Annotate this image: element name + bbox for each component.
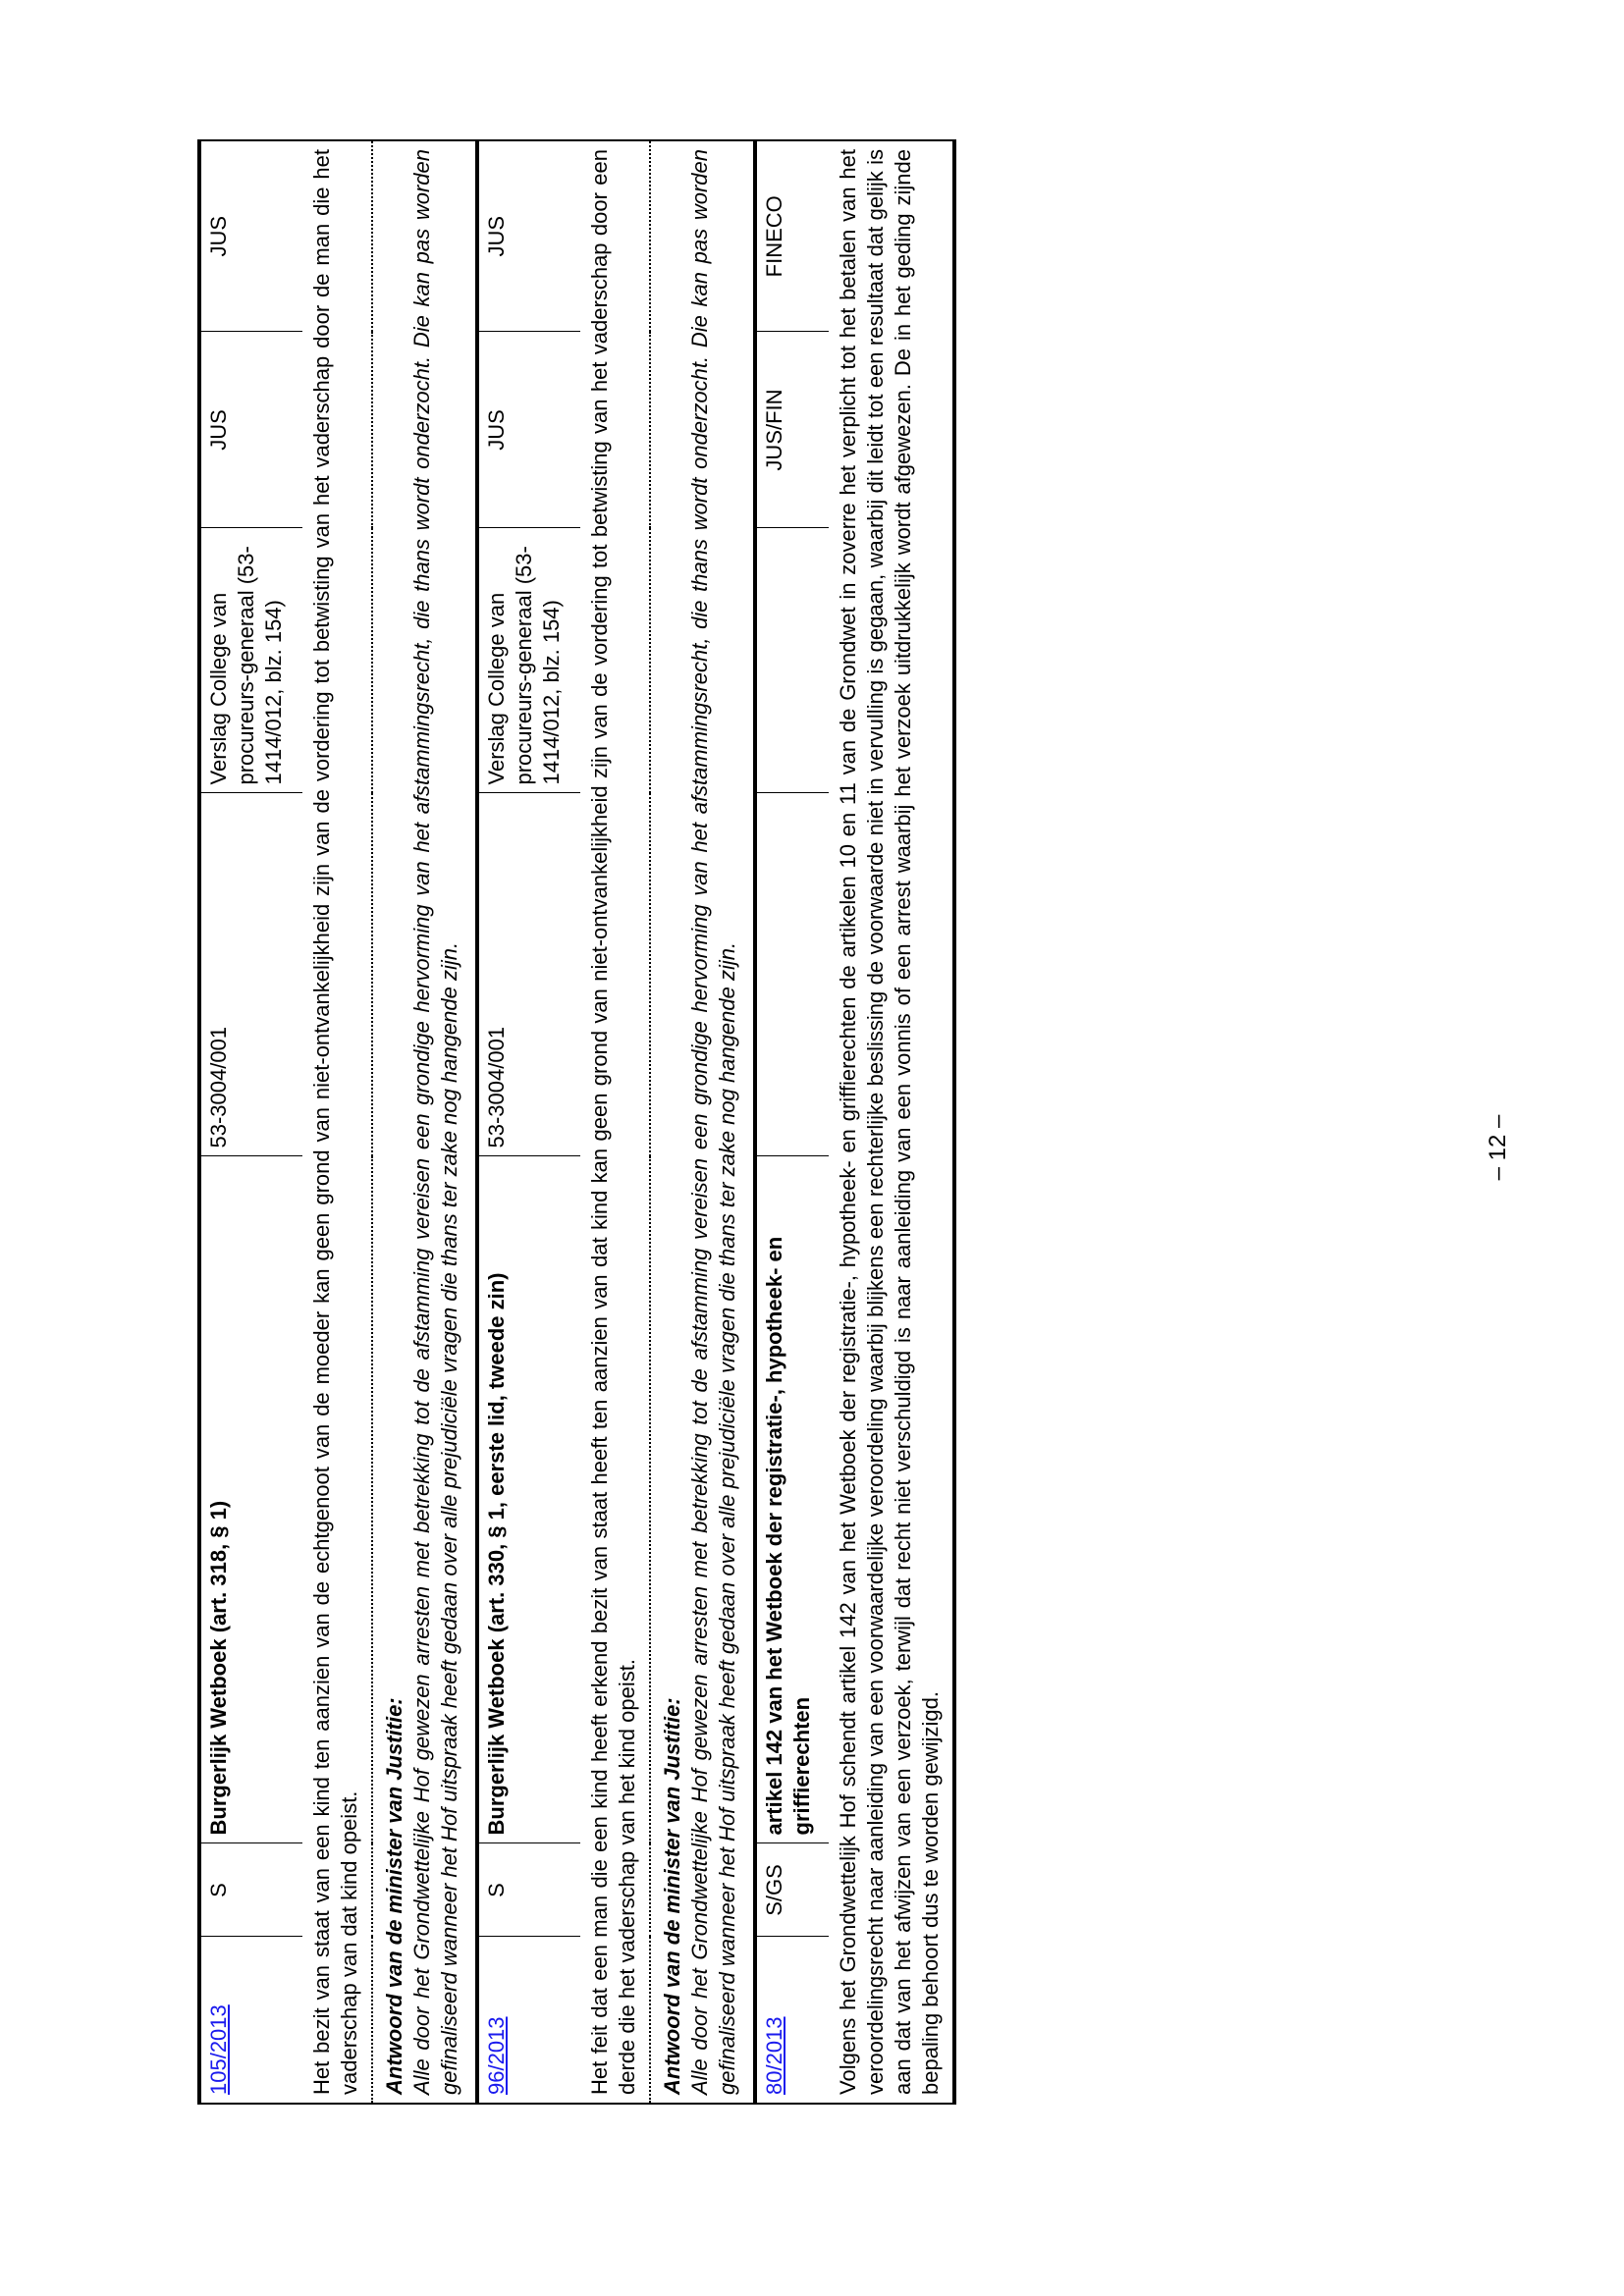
- source-cell: Verslag College van procureurs-generaal (53-1414/012, blz. 154): [477, 528, 580, 793]
- case-reference-link[interactable]: 80/2013: [762, 2016, 786, 2095]
- description-row: [302, 140, 372, 2104]
- answer-text: Alle door het Grondwettelijke Hof gewezen arresten met betrekking tot de afstamming vereisen een grondige hervorming van het afstammingsrecht, die thans wordt onderzocht. Die kan pas worden gefinaliseerd wanneer het Hof uitspraak heeft gedaan over alle prejudiciële vragen die thans ter zake nog hangende zijn.: [409, 149, 461, 2095]
- description-cell: Het bezit van staat van een kind ten aanzien van de echtgenoot van de moeder kan geen grond van niet-ontvankelijkheid zijn van de vordering tot betwisting van het vaderschap door de man die het vaderschap van dat kind opeist.: [302, 140, 372, 2104]
- description-cell: Volgens het Grondwettelijk Hof schendt artikel 142 van het Wetboek der registratie-, hypotheek- en griffierechten de artikelen 10 en 11 van de Grondwet in zoverre het verplicht tot het betalen van het veroordelingsrecht naar aanleiding van een voorwaardelijke veroordeling waarbij blijkens een rechterlijke beslissing de voorwaarde niet in vervulling is gegaan, waarbij dit leidt tot een resultaat dat gelijk is aan dat van het afwijzen van een verzoek, terwijl dat recht niet verschuldigd is naar aanleiding van een vonnis of een arrest waarbij het verzoek uitdrukkelijk wordt afgewezen. De in het geding zijnde bepaling behoort dus te worden gewijzigd.: [829, 140, 954, 2104]
- source-cell: [755, 528, 829, 793]
- answer-text: Alle door het Grondwettelijke Hof gewezen arresten met betrekking tot de afstamming vereisen een grondige hervorming van het afstammingsrecht, die thans wordt onderzocht. Die kan pas worden gefinaliseerd wanneer het Hof uitspraak heeft gedaan over alle prejudiciële vragen die thans ter zake nog hangende zijn.: [687, 149, 739, 2095]
- legislation-table: [197, 139, 956, 2105]
- committee-cell: JUS: [477, 140, 580, 332]
- department-cell: JUS: [199, 332, 302, 528]
- description-row: [829, 140, 954, 2104]
- document-number-cell: 53-3004/001: [477, 793, 580, 1156]
- type-cell: S: [199, 1843, 302, 1937]
- answer-cell: [372, 140, 477, 2104]
- subject-cell: Burgerlijk Wetboek (art. 318, § 1): [199, 1156, 302, 1843]
- answer-row: [650, 140, 755, 2104]
- answer-heading: Antwoord van de minister van Justitie:: [382, 1697, 406, 2095]
- table-row: [755, 140, 829, 2104]
- subject-cell: Burgerlijk Wetboek (art. 330, § 1, eerste lid, tweede zin): [477, 1156, 580, 1843]
- case-reference-link[interactable]: 96/2013: [484, 2016, 509, 2095]
- committee-cell: JUS: [199, 140, 302, 332]
- case-reference-cell: [755, 1937, 829, 2104]
- case-reference-link[interactable]: 105/2013: [206, 2004, 231, 2095]
- description-cell: Het feit dat een man die een kind heeft erkend bezit van staat heeft ten aanzien van dat kind kan geen grond van niet-ontvankelijkheid zijn van de vordering tot betwisting van het vaderschap door een derde die het vaderschap van het kind opeist.: [580, 140, 650, 2104]
- page-number: – 12 –: [1485, 1114, 1511, 1181]
- table-row: [199, 140, 302, 2104]
- type-cell: S/GS: [755, 1843, 829, 1937]
- document-number-cell: [755, 793, 829, 1156]
- answer-cell: [650, 140, 755, 2104]
- subject-cell: artikel 142 van het Wetboek der registratie-, hypotheek- en griffierechten: [755, 1156, 829, 1843]
- type-cell: S: [477, 1843, 580, 1937]
- case-reference-cell: [199, 1937, 302, 2104]
- department-cell: JUS/FIN: [755, 332, 829, 528]
- case-reference-cell: [477, 1937, 580, 2104]
- answer-heading: Antwoord van de minister van Justitie:: [660, 1697, 684, 2095]
- answer-row: [372, 140, 477, 2104]
- table-row: [477, 140, 580, 2104]
- department-cell: JUS: [477, 332, 580, 528]
- document-number-cell: 53-3004/001: [199, 793, 302, 1156]
- source-cell: Verslag College van procureurs-generaal (53-1414/012, blz. 154): [199, 528, 302, 793]
- committee-cell: FINECO: [755, 140, 829, 332]
- description-row: [580, 140, 650, 2104]
